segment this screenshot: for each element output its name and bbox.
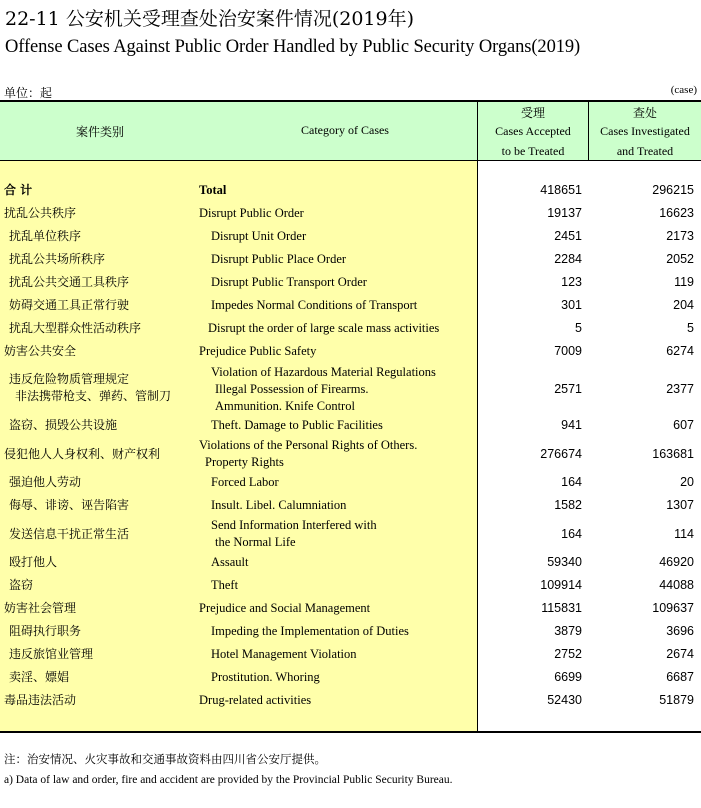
row-accepted-value: 1582 bbox=[554, 498, 582, 512]
row-investigated-value: 119 bbox=[674, 275, 694, 289]
footnote-en: a) Data of law and order, fire and accident are provided by the Provincial Public Security Bureau. bbox=[4, 774, 453, 786]
unit-label-en: (case) bbox=[670, 84, 697, 96]
row-category-en: Drug-related activities bbox=[199, 693, 312, 707]
row-investigated-value: 6687 bbox=[666, 670, 694, 684]
row-category-cn: 扰乱公共交通工具秩序 bbox=[9, 275, 130, 289]
row-accepted-value: 2284 bbox=[554, 252, 582, 266]
row-category-cn: 妨碍交通工具正常行驶 bbox=[9, 298, 130, 312]
row-investigated-value: 109637 bbox=[652, 601, 694, 615]
row-category-cn: 扰乱大型群众性活动秩序 bbox=[9, 321, 142, 335]
row-accepted-value: 123 bbox=[561, 275, 582, 289]
row-investigated-value: 296215 bbox=[652, 183, 694, 197]
row-category-cn: 扰乱公共场所秩序 bbox=[9, 252, 106, 266]
row-category-en: Illegal Possession of Firearms. bbox=[215, 382, 369, 396]
row-investigated-value: 607 bbox=[673, 418, 694, 432]
row-category-en: the Normal Life bbox=[215, 535, 296, 549]
row-category-cn: 妨害社会管理 bbox=[4, 601, 77, 615]
row-category-en: Total bbox=[199, 183, 227, 197]
table-bottom-rule bbox=[0, 731, 701, 733]
row-investigated-value: 2052 bbox=[666, 252, 694, 266]
row-accepted-value: 7009 bbox=[554, 344, 582, 358]
header-bottom-rule bbox=[0, 160, 701, 161]
row-investigated-value: 1307 bbox=[666, 498, 694, 512]
row-category-cn: 扰乱公共秩序 bbox=[4, 206, 77, 220]
header-accepted-cn: 受理 bbox=[520, 106, 545, 120]
row-category-en: Property Rights bbox=[205, 455, 284, 469]
row-category-cn: 违反旅馆业管理 bbox=[9, 647, 94, 661]
row-category-en: Impeding the Implementation of Duties bbox=[211, 624, 409, 638]
row-investigated-value: 204 bbox=[673, 298, 694, 312]
row-category-en: Prejudice and Social Management bbox=[199, 601, 371, 615]
row-category-en: Prostitution. Whoring bbox=[211, 670, 320, 684]
table-title-en: Offense Cases Against Public Order Handled by Public Security Organs(2019) bbox=[5, 37, 581, 57]
row-investigated-value: 6274 bbox=[666, 344, 694, 358]
row-category-en: Assault bbox=[211, 555, 249, 569]
row-category-en: Forced Labor bbox=[211, 475, 279, 489]
row-investigated-value: 46920 bbox=[659, 555, 694, 569]
row-category-cn: 强迫他人劳动 bbox=[9, 475, 82, 489]
row-category-en: Send Information Interfered with bbox=[211, 518, 377, 532]
row-accepted-value: 6699 bbox=[554, 670, 582, 684]
header-category-cn: 案件类别 bbox=[75, 125, 124, 139]
row-category-cn: 扰乱单位秩序 bbox=[9, 229, 82, 243]
row-category-cn: 侮辱、诽谤、诬告陷害 bbox=[9, 498, 130, 512]
row-category-en: Violation of Hazardous Material Regulations bbox=[211, 365, 436, 379]
row-accepted-value: 5 bbox=[575, 321, 582, 335]
row-category-cn: 合 计 bbox=[4, 183, 33, 197]
header-accepted-en-1: Cases Accepted bbox=[495, 124, 571, 138]
header-investigated-en-2: and Treated bbox=[616, 144, 674, 158]
row-category-en: Disrupt the order of large scale mass activities bbox=[208, 321, 440, 335]
row-category-en: Theft. Damage to Public Facilities bbox=[211, 418, 383, 432]
header-investigated-cn: 查处 bbox=[632, 106, 657, 120]
row-investigated-value: 5 bbox=[687, 321, 694, 335]
row-investigated-value: 2674 bbox=[666, 647, 694, 661]
row-accepted-value: 164 bbox=[561, 526, 582, 541]
row-investigated-value: 20 bbox=[680, 475, 694, 489]
row-category-en: Disrupt Unit Order bbox=[211, 229, 307, 243]
row-accepted-value: 52430 bbox=[547, 693, 582, 707]
row-category-cn: 发送信息干扰正常生活 bbox=[9, 526, 130, 541]
table-title-cn: 22-11 公安机关受理查处治安案件情况(2019年) bbox=[5, 8, 414, 30]
row-category-en: Disrupt Public Place Order bbox=[211, 252, 347, 266]
unit-label-cn: 单位：起 bbox=[4, 86, 53, 100]
row-accepted-value: 115831 bbox=[541, 601, 582, 615]
row-category-en: Insult. Libel. Calumniation bbox=[211, 498, 347, 512]
row-category-cn: 侵犯他人人身权利、财产权利 bbox=[4, 446, 161, 461]
row-accepted-value: 164 bbox=[561, 475, 582, 489]
row-category-cn: 盗窃 bbox=[9, 578, 34, 592]
row-accepted-value: 418651 bbox=[540, 183, 582, 197]
row-category-en: Impedes Normal Conditions of Transport bbox=[211, 298, 418, 312]
footnote-cn: 注：治安情况、火灾事故和交通事故资料由四川省公安厅提供。 bbox=[4, 752, 326, 766]
row-category-en: Ammunition. Knife Control bbox=[215, 399, 355, 413]
row-accepted-value: 301 bbox=[561, 298, 582, 312]
row-category-cn: 阻碍执行职务 bbox=[9, 624, 82, 638]
table-top-rule bbox=[0, 100, 701, 102]
row-accepted-value: 276674 bbox=[540, 446, 582, 461]
header-investigated-en-1: Cases Investigated bbox=[600, 124, 690, 138]
row-accepted-value: 2571 bbox=[554, 382, 582, 396]
row-accepted-value: 109914 bbox=[540, 578, 582, 592]
row-investigated-value: 44088 bbox=[659, 578, 694, 592]
row-category-en: Prejudice Public Safety bbox=[199, 344, 317, 358]
row-accepted-value: 2451 bbox=[554, 229, 582, 243]
row-investigated-value: 3696 bbox=[666, 624, 694, 638]
row-category-cn: 殴打他人 bbox=[9, 555, 58, 569]
row-investigated-value: 2173 bbox=[666, 229, 694, 243]
row-accepted-value: 59340 bbox=[547, 555, 582, 569]
row-category-cn: 妨害公共安全 bbox=[4, 344, 77, 358]
row-accepted-value: 2752 bbox=[554, 647, 582, 661]
header-category-en: Category of Cases bbox=[301, 123, 389, 137]
row-category-cn: 非法携带枪支、弹药、管制刀 bbox=[15, 388, 172, 403]
row-accepted-value: 19137 bbox=[547, 206, 582, 220]
row-category-en: Hotel Management Violation bbox=[211, 647, 357, 661]
row-category-en: Disrupt Public Transport Order bbox=[211, 275, 367, 289]
row-category-en: Violations of the Personal Rights of Others. bbox=[199, 438, 418, 452]
row-investigated-value: 16623 bbox=[659, 206, 694, 220]
row-category-cn: 盗窃、损毁公共设施 bbox=[9, 418, 118, 432]
row-investigated-value: 114 bbox=[674, 526, 694, 541]
row-accepted-value: 941 bbox=[561, 418, 582, 432]
row-category-en: Disrupt Public Order bbox=[199, 206, 304, 220]
row-investigated-value: 163681 bbox=[652, 446, 694, 461]
row-category-cn: 毒品违法活动 bbox=[4, 693, 77, 707]
row-investigated-value: 51879 bbox=[659, 693, 694, 707]
row-category-cn: 违反危险物质管理规定 bbox=[9, 371, 130, 386]
header-accepted-en-2: to be Treated bbox=[501, 144, 565, 158]
row-category-cn: 卖淫、嫖娼 bbox=[9, 670, 70, 684]
row-accepted-value: 3879 bbox=[554, 624, 582, 638]
row-category-en: Theft bbox=[211, 578, 239, 592]
row-investigated-value: 2377 bbox=[666, 382, 694, 396]
